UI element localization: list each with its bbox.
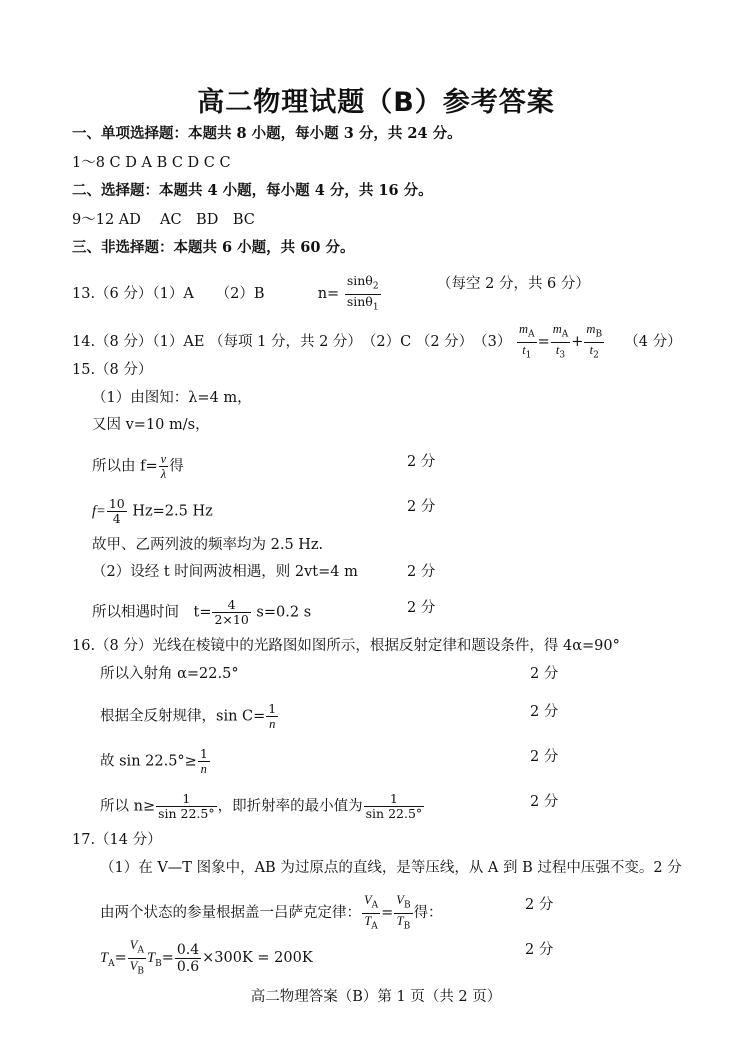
q15-line-4: f= $\frac{10}{4}$ Hz=2.5 Hz — [92, 496, 213, 526]
page-title: 高二物理试题（B）参考答案 — [197, 87, 555, 118]
q13-line — [72, 274, 382, 314]
q17-head: 17.（14 分） — [72, 832, 162, 848]
q16-line-1: 所以入射角 α=22.5° — [100, 666, 239, 682]
q16-frac-1-n-b: $\frac{1}{n}$ — [199, 746, 208, 776]
q16-line-2: 根据全反射规律，sin C= $\frac{1}{n}$ — [100, 701, 277, 731]
q16-frac-1-sin: $\frac{1}{\sin 22.5^\circ}$ — [158, 791, 215, 821]
q15-line-4-points: 2 分 — [407, 499, 436, 515]
section-2-answers: 9～12 AD AC BD BC — [72, 212, 255, 228]
q17-frac-va-vb: $\frac{V_A}{V_B}$ — [129, 938, 144, 976]
q15-frac-10-4: $\frac{10}{4}$ — [108, 496, 125, 526]
q17-line-3: $T_A=$ $\frac{V_A}{V_B}$ $T_B=$ $\frac{0.4}{0.6}$ ×300K = 200K — [100, 938, 313, 976]
q16-line-2-points: 2 分 — [530, 704, 559, 720]
section-2-heading: 二、选择题：本题共 4 小题，每小题 4 分，共 16 分。 — [72, 182, 433, 199]
q17-line-3-points: 2 分 — [525, 942, 554, 958]
q14-fraction-1: $\frac{m_A}{t_1}$ — [519, 322, 535, 360]
q16-frac-1-n: $\frac{1}{n}$ — [268, 701, 277, 731]
q17-line-2: 由两个状态的参量根据盖一吕萨克定律： $\frac{V_A}{T_A}$ = $\frac{V_B}{T_B}$ 得： — [100, 893, 443, 931]
q17-line-1: （1）在 V—T 图象中，AB 为过原点的直线，是等压线，从 A 到 B 过程中压强不变。2 分 — [100, 860, 682, 876]
q14-head: 14.（8 分）（1）AE （每项 1 分，共 2 分） （2）C （2 分） （3） — [72, 334, 512, 350]
q13-note: （每空 2 分，共 6 分） — [437, 276, 590, 292]
q13-fraction: $\frac{\sin\theta_2}{\sin\theta_1}$ — [346, 273, 379, 312]
q15-frac-v-lambda: $\frac{v}{\lambda}$ — [160, 452, 167, 481]
q15-line-1: （1）由图知：λ=4 m， — [92, 390, 252, 406]
q16-head: 16.（8 分）光线在棱镜中的光路图如图所示，根据反射定律和题设条件，得 4α=90° — [72, 638, 620, 654]
q13-head: 13.（6 分）（1）A （2）B — [72, 286, 265, 302]
q14-fraction-3: $\frac{m_B}{t_2}$ — [586, 322, 603, 360]
q15-frac-4-20: $\frac{4}{2\times 10}$ — [214, 597, 249, 627]
q17-frac-04-06: $\frac{0.4}{0.6}$ — [176, 941, 200, 975]
section-3-heading: 三、非选择题：本题共 6 小题，共 60 分。 — [72, 239, 355, 256]
q13-n-eq: n= — [317, 286, 340, 302]
q15-head: 15.（8 分） — [72, 362, 153, 378]
section-1-answers: 1～8 C D A B C D C C — [72, 155, 231, 171]
q17-frac-va-ta: $\frac{V_A}{T_A}$ — [364, 893, 379, 931]
page-footer: 高二物理答案（B）第 1 页（共 2 页） — [250, 989, 502, 1005]
q15-line-6: （2）设经 t 时间两波相遇，则 2vt=4 m — [92, 564, 358, 580]
q15-line-5: 故甲、乙两列波的频率均为 2.5 Hz. — [92, 537, 324, 553]
q16-line-3-points: 2 分 — [530, 749, 559, 765]
q16-line-1-points: 2 分 — [530, 666, 559, 682]
q15-line-3: 所以由 f= $\frac{v}{\lambda}$ 得 — [92, 452, 184, 481]
q15-line-7: 所以相遇时间 t= $\frac{4}{2\times 10}$ s=0.2 s — [92, 597, 312, 627]
q15-line-3-points: 2 分 — [407, 454, 436, 470]
q16-line-4: 所以 n≥ $\frac{1}{\sin 22.5^\circ}$ ，即折射率的最小值为 $\frac{1}{\sin 22.5^\circ}$ — [100, 791, 423, 821]
q14-note: （4 分） — [624, 334, 682, 350]
q16-line-3: 故 sin 22.5°≥ $\frac{1}{n}$ — [100, 746, 208, 776]
q16-frac-1-sin-b: $\frac{1}{\sin 22.5^\circ}$ — [365, 791, 423, 821]
q17-frac-vb-tb: $\frac{V_B}{T_B}$ — [396, 893, 411, 931]
q15-line-6-points: 2 分 — [407, 564, 436, 580]
q14-fraction-2: $\frac{m_A}{t_3}$ — [552, 322, 569, 360]
section-1-heading: 一、单项选择题：本题共 8 小题，每小题 3 分，共 24 分。 — [72, 125, 462, 142]
q16-line-4-points: 2 分 — [530, 794, 559, 810]
q14-line: 14.（8 分）（1）AE （每项 1 分，共 2 分） （2）C （2 分） （3） $\frac{m_A}{t_1}$ = $\frac{m_A}{t_3}$ + $\frac{m_B}{t_2}$ （4 分） — [72, 322, 682, 360]
q15-line-2: 又因 v=10 m/s， — [92, 417, 210, 433]
q15-line-7-points: 2 分 — [407, 600, 436, 616]
q17-line-2-points: 2 分 — [525, 897, 554, 913]
